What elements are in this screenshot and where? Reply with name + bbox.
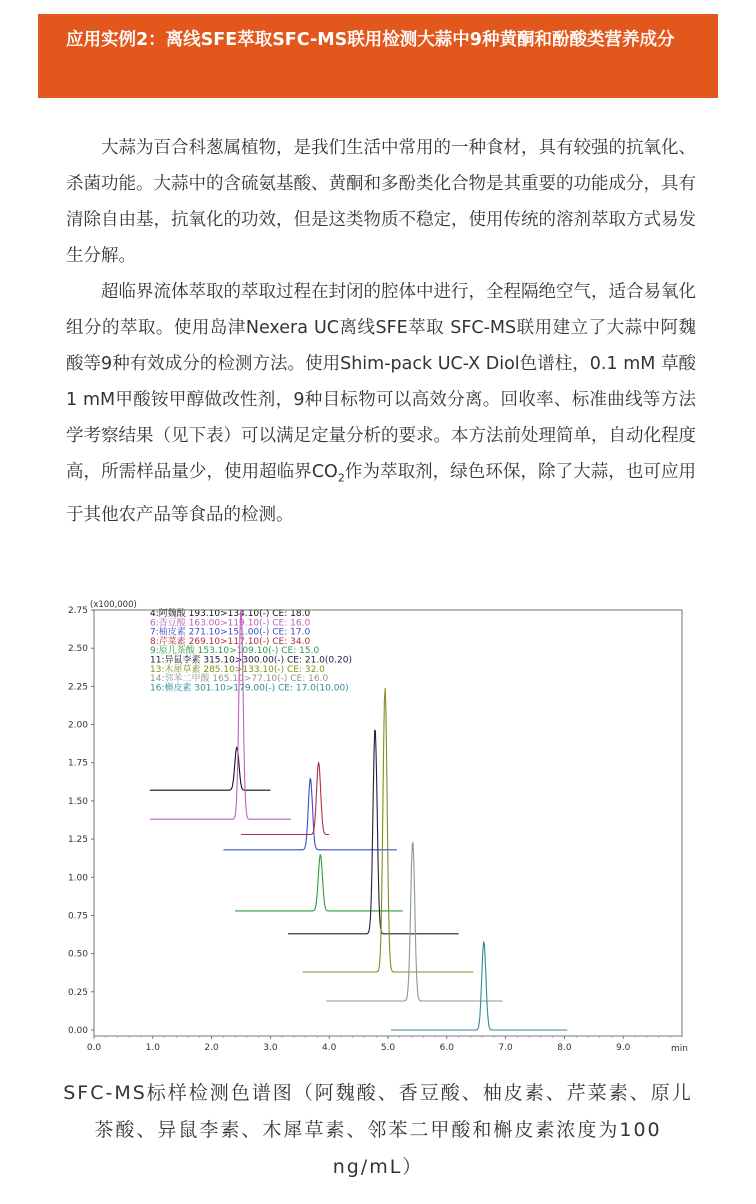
x-tick-label: 7.0 — [498, 1043, 513, 1053]
y-tick-label: 0.25 — [67, 987, 88, 998]
y-tick-label: 2.75 — [67, 606, 88, 616]
legend-entry: 11:异鼠李素 315.10>300.00(-) CE: 21.0(0.20) — [150, 655, 352, 666]
y-tick-label: 1.25 — [67, 835, 88, 846]
legend-entry: 7:柚皮素 271.10>151.00(-) CE: 17.0 — [150, 627, 311, 638]
x-tick-label: 3.0 — [263, 1043, 278, 1053]
x-tick-label: 8.0 — [557, 1043, 572, 1053]
x-tick-label: 1.0 — [145, 1043, 160, 1053]
y-tick-label: 2.25 — [67, 682, 88, 693]
x-tick-label: 0.0 — [86, 1043, 102, 1053]
x-tick-label: 5.0 — [380, 1043, 396, 1053]
paragraph-2-text-a: 超临界流体萃取的萃取过程在封闭的腔体中进行，全程隔绝空气，适合易氧化组分的萃取。使用岛津Nexera UC离线SFE萃取 SFC-MS联用建立了大蒜中阿魏酸等9种有效成分的检测方法。使用Shim-pack UC-X Diol色谱柱，0.1 mM 草酸1 mM甲酸铵甲醇做改性剂，9种目标物可以高效分离。回收率、标准曲线等方法学考察结果（见下表）可以满足定量分析的要求。本方法前处理简单，自动化程度高，所需样品量少，使用超临界CO — [66, 282, 696, 482]
caption-text: SFC-MS标样检测色谱图（阿魏酸、香豆酸、柚皮素、芹菜素、原儿茶酸、异鼠李素、木犀草素、邻苯二甲酸和槲皮素浓度为100 ng/mL） — [63, 1082, 693, 1178]
legend-entry: 6:香豆酸 163.00>119.10(-) CE: 16.0 — [150, 618, 311, 629]
x-tick-label: 6.0 — [439, 1043, 454, 1053]
y-tick-label: 0.00 — [67, 1026, 88, 1036]
y-tick-label: 1.50 — [67, 796, 88, 807]
legend-entry: 16:槲皮素 301.10>179.00(-) CE: 17.0(10.00) — [150, 683, 349, 694]
x-tick-label: 9.0 — [616, 1043, 631, 1053]
figure-caption — [60, 1075, 696, 1186]
paragraph-2 — [66, 274, 696, 533]
y-tick-label: 0.75 — [67, 911, 88, 922]
legend-entry: 13:木犀草素 285.10>133.10(-) CE: 32.0 — [150, 664, 325, 675]
paragraph-1: 大蒜为百合科葱属植物，是我们生活中常用的一种食材，具有较强的抗氧化、杀菌功能。大蒜中的含硫氨基酸、黄酮和多酚类化合物是其重要的功能成分，具有清除自由基，抗氧化的功效，但是这类物质不稳定，使用传统的溶剂萃取方式易发生分解。 — [66, 138, 696, 266]
y-multiplier-label: (x100,000) — [90, 600, 137, 610]
trace-line — [303, 688, 474, 972]
y-tick-label: 2.00 — [67, 720, 88, 731]
article-body — [66, 130, 696, 533]
y-tick-label: 1.75 — [67, 758, 88, 769]
x-tick-label: 2.0 — [204, 1043, 219, 1053]
legend-entry: 8:芹菜素 269.10>117.10(-) CE: 34.0 — [150, 636, 311, 647]
x-unit-label: min — [671, 1044, 688, 1054]
legend — [150, 607, 352, 693]
trace-line — [326, 842, 502, 1001]
chromatogram-chart — [38, 596, 718, 1066]
trace-line — [235, 854, 403, 911]
legend-entry: 9:原儿茶酸 153.10>109.10(-) CE: 15.0 — [150, 646, 320, 657]
banner-title: 应用实例2：离线SFE萃取SFC-MS联用检测大蒜中9种黄酮和酚酸类营养成分 — [66, 30, 675, 50]
y-tick-label: 0.50 — [67, 949, 88, 960]
chromatogram-svg — [38, 596, 718, 1066]
trace-line — [223, 779, 396, 850]
trace-line — [241, 763, 329, 835]
section-banner — [38, 14, 718, 98]
y-tick-label: 2.50 — [67, 644, 88, 655]
y-tick-label: 1.00 — [67, 873, 88, 884]
legend-entry: 4:阿魏酸 193.10>134.10(-) CE: 18.0 — [150, 609, 311, 619]
trace-line — [150, 748, 271, 791]
paragraph-2-text-b: 作为萃取剂，绿色环保，除了大蒜，也可应用于其他农产品等食品的检测。 — [66, 462, 697, 525]
legend-entry: 14:邻苯二甲酸 165.10>77.10(-) CE: 16.0 — [150, 674, 329, 685]
x-tick-label: 4.0 — [322, 1043, 337, 1053]
co2-subscript: 2 — [337, 471, 345, 485]
